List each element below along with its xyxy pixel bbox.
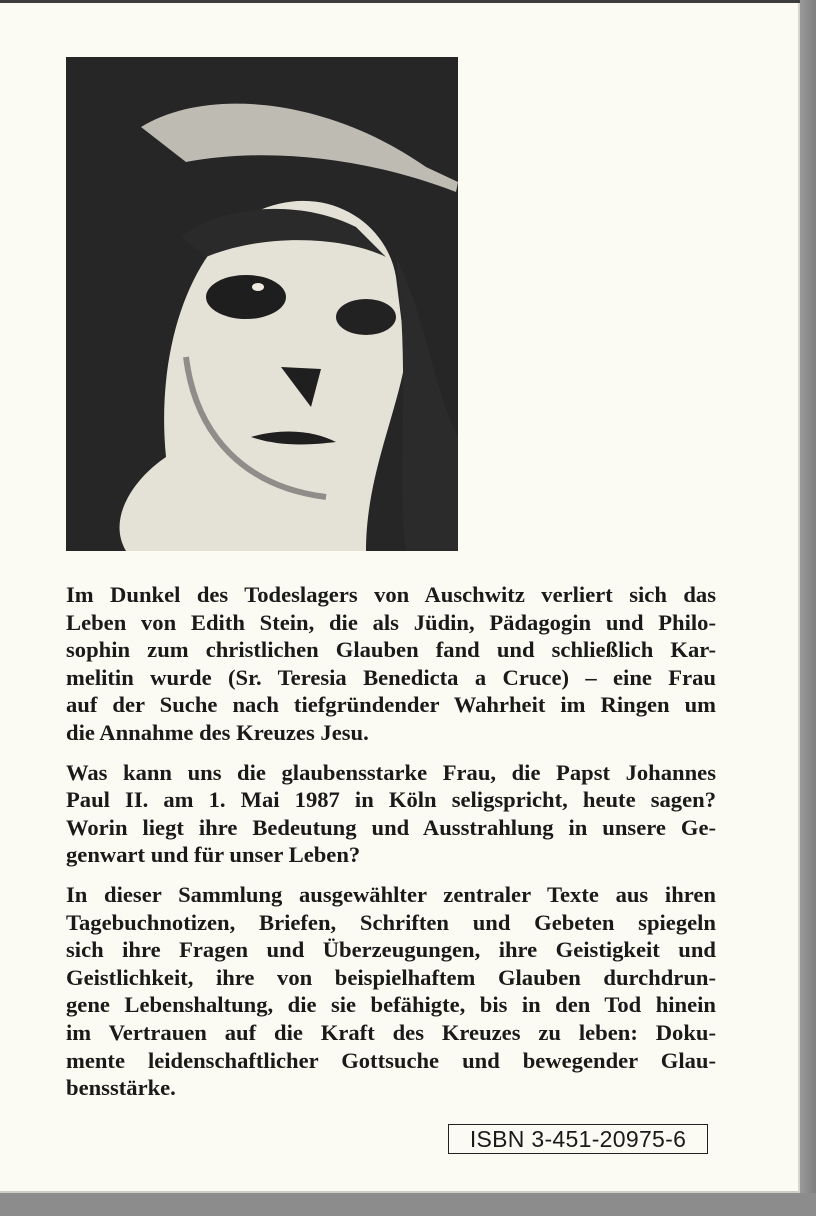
- text-line: sophin zum christlichen Glauben fand und schließlich Kar-: [66, 637, 716, 663]
- text-line: Geistlichkeit, ihre von beispielhaftem Glauben durchdrun-: [66, 964, 716, 990]
- portrait-photo: [66, 57, 458, 551]
- blurb-paragraph-2: [66, 759, 716, 869]
- blurb-text: [66, 581, 716, 1114]
- text-line: die Annahme des Kreuzes Jesu.: [66, 719, 369, 745]
- text-line: Was kann uns die glaubensstarke Frau, die Papst Johannes: [66, 759, 716, 785]
- blurb-paragraph-1: [66, 581, 716, 747]
- text-line: genwart und für unser Leben?: [66, 842, 361, 868]
- text-line: gene Lebenshaltung, die sie befähigte, bis in den Tod hinein: [66, 992, 716, 1018]
- text-line: Paul II. am 1. Mai 1987 in Köln seligspricht, heute sagen?: [66, 787, 716, 813]
- text-line: auf der Suche nach tiefgründender Wahrheit im Ringen um: [66, 692, 716, 718]
- scan-bottom-shadow: [0, 1193, 816, 1216]
- text-line: melitin wurde (Sr. Teresia Benedicta a Cruce) – eine Frau: [66, 664, 716, 690]
- text-line: Worin liegt ihre Bedeutung und Ausstrahlung in unsere Ge-: [66, 814, 716, 840]
- book-back-cover: [0, 3, 800, 1193]
- portrait-image-icon: [66, 57, 458, 551]
- text-line: sich ihre Fragen und Überzeugungen, ihre Geistigkeit und: [66, 937, 716, 963]
- text-line: In dieser Sammlung ausgewählter zentraler Texte aus ihren: [66, 881, 716, 907]
- text-line: bensstärke.: [66, 1075, 176, 1101]
- scan-right-shadow: [800, 0, 816, 1216]
- blurb-paragraph-3: [66, 881, 716, 1102]
- isbn-box: ISBN 3-451-20975-6: [448, 1124, 708, 1154]
- text-line: Leben von Edith Stein, die als Jüdin, Pädagogin und Philo-: [66, 609, 716, 635]
- text-line: im Vertrauen auf die Kraft des Kreuzes zu leben: Doku-: [66, 1019, 716, 1045]
- text-line: mente leidenschaftlicher Gottsuche und bewegender Glau-: [66, 1047, 716, 1073]
- text-line: Tagebuchnotizen, Briefen, Schriften und Gebeten spiegeln: [66, 909, 716, 935]
- text-line: Im Dunkel des Todeslagers von Auschwitz verliert sich das: [66, 582, 716, 607]
